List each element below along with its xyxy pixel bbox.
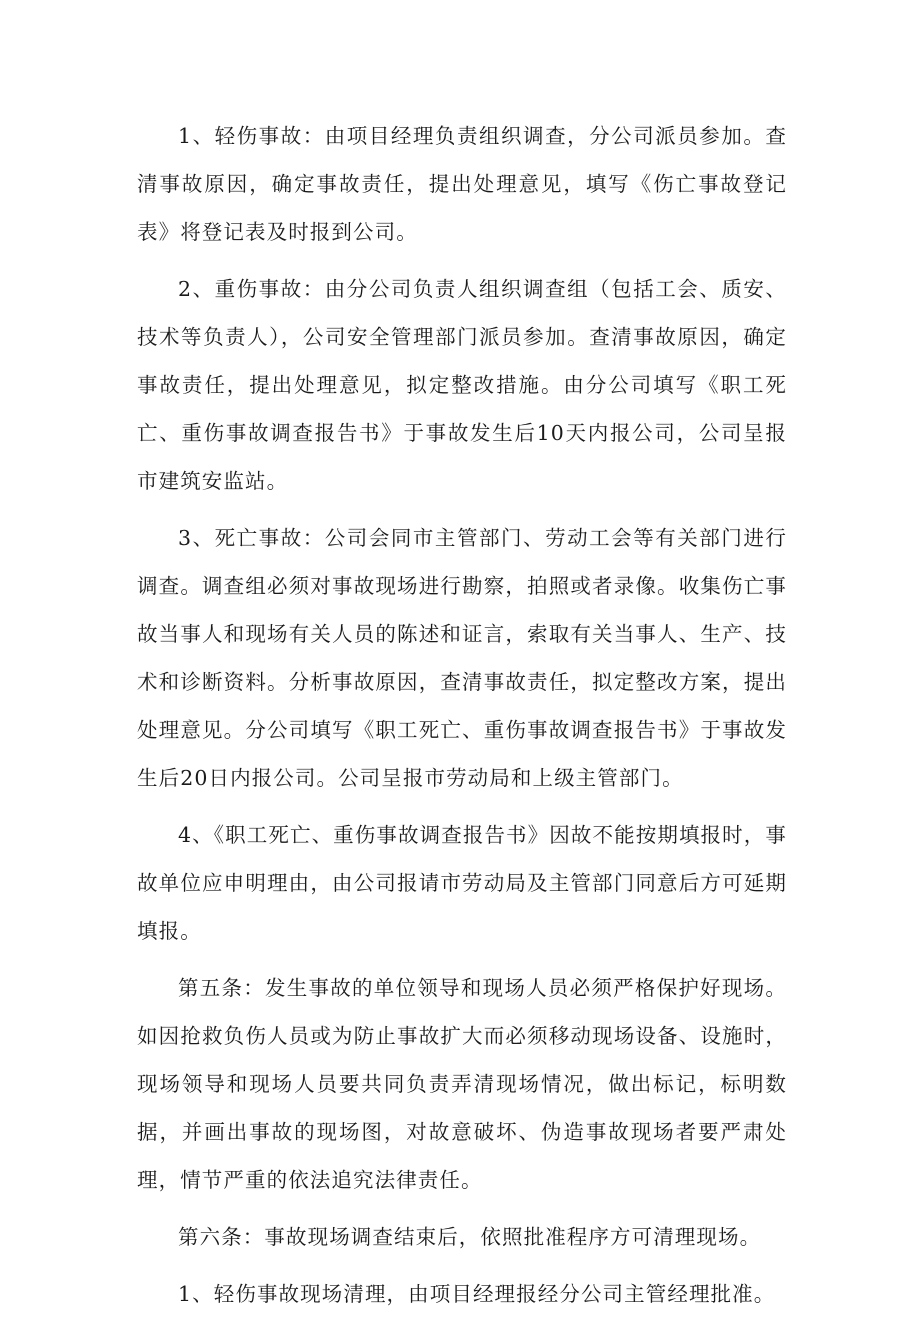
paragraph-minor-injury-cleanup: 1、轻伤事故现场清理，由项目经理报经分公司主管经理批准。 bbox=[178, 1282, 776, 1306]
paragraph-report-delay: 4、《职工死亡、重伤事故调查报告书》因故不能按期填报时，事故单位应申明理由，由公司报请市劳动局及主管部门同意后方可延期填报。 bbox=[137, 823, 787, 943]
paragraph-minor-injury-investigation: 1、轻伤事故：由项目经理负责组织调查，分公司派员参加。查清事故原因，确定事故责任，提出处理意见，填写《伤亡事故登记表》将登记表及时报到公司。 bbox=[137, 124, 787, 244]
paragraph-serious-injury-investigation: 2、重伤事故：由分公司负责人组织调查组（包括工会、质安、技术等负责人），公司安全管理部门派员参加。查清事故原因，确定事故责任，提出处理意见，拟定整改措施。由分公司填写《职工死亡、重伤事故调查报告书》于事故发生后10天内报公司，公司呈报市建筑安监站。 bbox=[137, 277, 787, 493]
document-body bbox=[137, 112, 787, 1327]
paragraph-fatal-accident-investigation: 3、死亡事故：公司会同市主管部门、劳动工会等有关部门进行调查。调查组必须对事故现场进行勘察，拍照或者录像。收集伤亡事故当事人和现场有关人员的陈述和证言，索取有关当事人、生产、技术和诊断资料。分析事故原因，查清事故责任，拟定整改方案，提出处理意见。分公司填写《职工死亡、重伤事故调查报告书》于事故发生后20日内报公司。公司呈报市劳动局和上级主管部门。 bbox=[137, 526, 787, 790]
paragraph-article-six: 第六条：事故现场调查结束后，依照批准程序方可清理现场。 bbox=[178, 1225, 762, 1249]
paragraph-article-five: 第五条：发生事故的单位领导和现场人员必须严格保护好现场。如因抢救负伤人员或为防止事故扩大而必须移动现场设备、设施时，现场领导和现场人员要共同负责弄清现场情况，做出标记，标明数据，并画出事故的现场图，对故意破坏、伪造事故现场者要严肃处理，情节严重的依法追究法律责任。 bbox=[137, 976, 787, 1192]
